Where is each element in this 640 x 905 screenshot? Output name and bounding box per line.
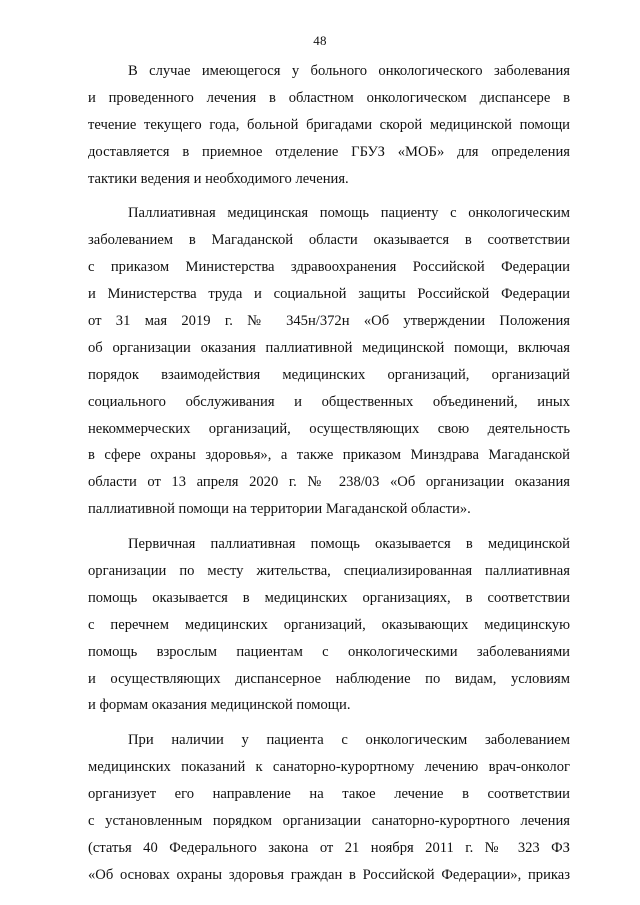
text-line: паллиативной помощи на территории Магаданской области». (88, 501, 471, 518)
text-line: и осуществляющих диспансерное наблюдение по видам, условиям (88, 670, 570, 687)
text-line: и Министерства труда и социальной защиты Российской Федерации (88, 286, 570, 303)
text-line: области от 13 апреля 2020 г. № 238/03 «Об организации оказания (88, 474, 570, 491)
text-line: Первичная паллиативная помощь оказывается в медицинской (128, 536, 570, 553)
paragraph (88, 531, 570, 719)
text-line: об организации оказания паллиативной медицинской помощи, включая (88, 339, 570, 356)
text-line: доставляется в приемное отделение ГБУЗ «МОБ» для определения (88, 143, 570, 160)
text-line: с приказом Министерства здравоохранения Российской Федерации (88, 259, 570, 276)
text-line: с установленным порядком организации санаторно-курортного лечения (88, 813, 570, 830)
text-line: социального обслуживания и общественных объединений, иных (88, 393, 570, 410)
text-line: «Об основах охраны здоровья граждан в Российской Федерации», приказ (88, 866, 570, 883)
document-body (88, 58, 570, 897)
text-line: в сфере охраны здоровья», а также приказом Минздрава Магаданской (88, 447, 570, 464)
text-line: (статья 40 Федерального закона от 21 ноября 2011 г. № 323 ФЗ (88, 839, 570, 856)
text-line: течение текущего года, больной бригадами скорой медицинской помощи (88, 116, 570, 133)
text-line: тактики ведения и необходимого лечения. (88, 170, 349, 187)
page-number: 48 (313, 33, 327, 48)
paragraph (88, 727, 570, 888)
text-line: с перечнем медицинских организаций, оказывающих медицинскую (88, 616, 570, 633)
text-line: организации по месту жительства, специализированная паллиативная (88, 563, 570, 580)
text-line: и проведенного лечения в областном онкологическом диспансере в (88, 89, 570, 106)
text-line: от 31 мая 2019 г. № 345н/372н «Об утверждении Положения (88, 313, 570, 330)
text-line: В случае имеющегося у больного онкологического заболевания (128, 63, 570, 79)
text-line: помощь оказывается в медицинских организациях, в соответствии (88, 589, 570, 606)
text-line: порядок взаимодействия медицинских организаций, организаций (88, 366, 570, 383)
text-line: заболеванием в Магаданской области оказывается в соответствии (88, 232, 570, 249)
text-line: Паллиативная медицинская помощь пациенту с онкологическим (128, 205, 570, 222)
text-line: При наличии у пациента с онкологическим заболеванием (128, 732, 570, 749)
paragraph (88, 58, 570, 192)
text-line: некоммерческих организаций, осуществляющих свою деятельность (88, 420, 570, 437)
text-line: помощь взрослым пациентам с онкологическими заболеваниями (88, 643, 570, 660)
text-line: организует его направление на такое лечение в соответствии (88, 786, 570, 803)
text-line: и формам оказания медицинской помощи. (88, 697, 351, 714)
paragraph (88, 200, 570, 523)
text-line: медицинских показаний к санаторно-курортному лечению врач-онколог (88, 759, 570, 776)
